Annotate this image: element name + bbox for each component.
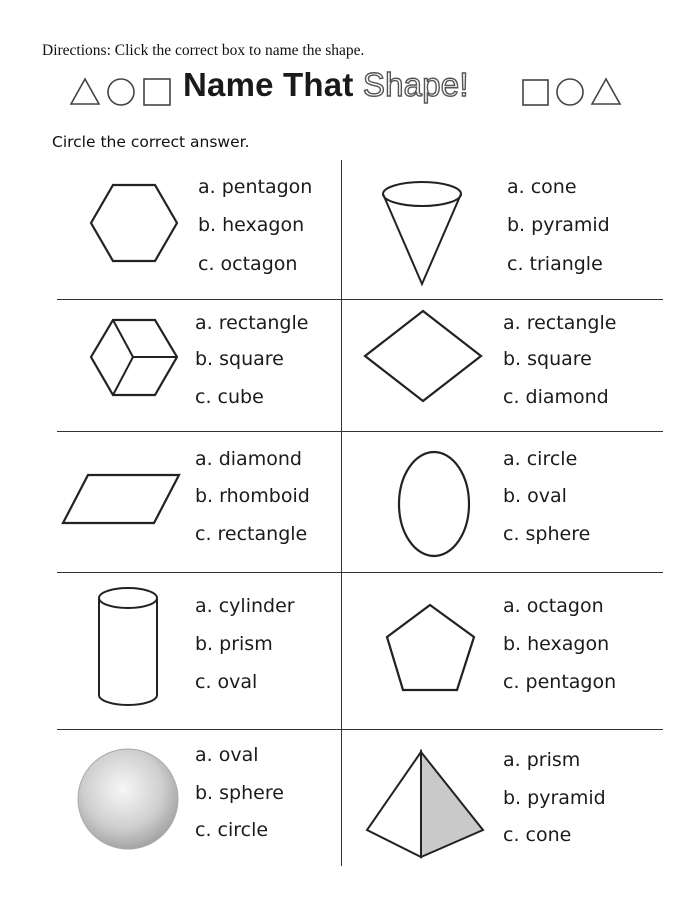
row-divider bbox=[57, 729, 663, 730]
q6-option-b[interactable]: b. oval bbox=[503, 485, 567, 507]
q3-option-c[interactable]: c. cube bbox=[195, 386, 264, 408]
sphere-icon bbox=[76, 747, 182, 853]
circle-outline-icon bbox=[108, 79, 134, 105]
directions-text: Directions: Click the correct box to name the shape. bbox=[42, 42, 365, 59]
row-divider bbox=[57, 572, 663, 573]
cylinder-icon bbox=[97, 586, 167, 716]
q7-option-c[interactable]: c. oval bbox=[195, 671, 258, 693]
title-bold-text: Name That bbox=[183, 66, 354, 103]
worksheet-title bbox=[183, 66, 469, 104]
triangle-outline-icon bbox=[592, 79, 620, 104]
q9-option-a[interactable]: a. oval bbox=[195, 744, 259, 766]
q8-option-c[interactable]: c. pentagon bbox=[503, 671, 617, 693]
q1-option-a[interactable]: a. pentagon bbox=[198, 176, 313, 198]
q10-option-a[interactable]: a. prism bbox=[503, 749, 581, 771]
q1-option-c[interactable]: c. octagon bbox=[198, 253, 298, 275]
cube-icon bbox=[88, 312, 188, 407]
q1-option-b[interactable]: b. hexagon bbox=[198, 214, 305, 236]
q4-option-a[interactable]: a. rectangle bbox=[503, 312, 617, 334]
pyramid-icon bbox=[364, 747, 484, 857]
row-divider bbox=[57, 431, 663, 432]
q4-option-c[interactable]: c. diamond bbox=[503, 386, 609, 408]
instruction-text: Circle the correct answer. bbox=[52, 133, 250, 151]
q6-option-c[interactable]: c. sphere bbox=[503, 523, 591, 545]
q10-option-b[interactable]: b. pyramid bbox=[503, 787, 606, 809]
square-outline-icon bbox=[144, 79, 170, 105]
q5-option-b[interactable]: b. rhomboid bbox=[195, 485, 310, 507]
parallelogram-icon bbox=[60, 472, 185, 532]
oval-icon bbox=[397, 448, 477, 568]
q6-option-a[interactable]: a. circle bbox=[503, 448, 578, 470]
title-outlined-text: Shape! bbox=[362, 66, 469, 103]
title-left-icons bbox=[68, 76, 178, 110]
q7-option-b[interactable]: b. prism bbox=[195, 633, 273, 655]
pentagon-icon bbox=[384, 602, 484, 697]
q3-option-a[interactable]: a. rectangle bbox=[195, 312, 309, 334]
column-divider bbox=[341, 160, 342, 866]
q2-option-b[interactable]: b. pyramid bbox=[507, 214, 610, 236]
q5-option-c[interactable]: c. rectangle bbox=[195, 523, 308, 545]
triangle-outline-icon bbox=[71, 79, 99, 104]
hexagon-icon bbox=[88, 180, 188, 270]
circle-outline-icon bbox=[557, 79, 583, 105]
q10-option-c[interactable]: c. cone bbox=[503, 824, 572, 846]
q8-option-a[interactable]: a. octagon bbox=[503, 595, 604, 617]
q2-option-a[interactable]: a. cone bbox=[507, 176, 577, 198]
title-right-icons bbox=[520, 76, 630, 110]
diamond-icon bbox=[362, 308, 492, 408]
row-divider bbox=[57, 299, 663, 300]
q3-option-b[interactable]: b. square bbox=[195, 348, 284, 370]
q4-option-b[interactable]: b. square bbox=[503, 348, 592, 370]
q2-option-c[interactable]: c. triangle bbox=[507, 253, 603, 275]
q9-option-c[interactable]: c. circle bbox=[195, 819, 269, 841]
q5-option-a[interactable]: a. diamond bbox=[195, 448, 302, 470]
q8-option-b[interactable]: b. hexagon bbox=[503, 633, 610, 655]
cone-icon bbox=[380, 180, 470, 295]
q9-option-b[interactable]: b. sphere bbox=[195, 782, 284, 804]
square-outline-icon bbox=[523, 80, 548, 105]
q7-option-a[interactable]: a. cylinder bbox=[195, 595, 295, 617]
